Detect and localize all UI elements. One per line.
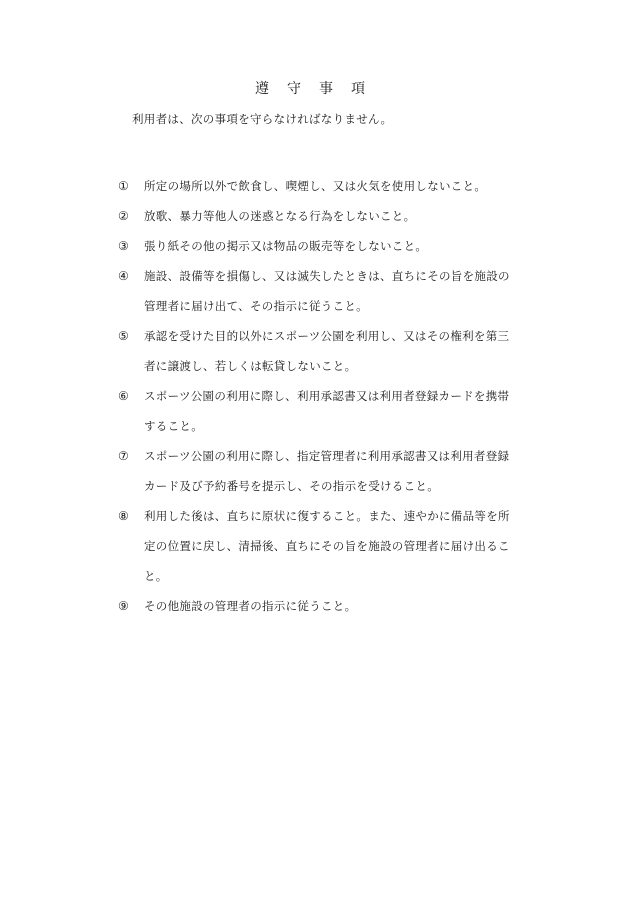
rule-item <box>118 441 528 501</box>
rule-number: ③ <box>118 239 130 253</box>
rule-item <box>118 591 528 621</box>
title-char: 守 <box>287 81 301 97</box>
rule-text: 者に譲渡し、若しくは転貸しないこと。 <box>144 359 357 373</box>
rule-number: ⑦ <box>118 449 130 463</box>
rule-text: 利用した後は、直ちに原状に復すること。また、速やかに備品等を所 <box>144 509 510 523</box>
rule-text: と。 <box>144 569 168 583</box>
rule-text: カード及び予約番号を提示し、その指示を受けること。 <box>144 479 439 493</box>
rule-item <box>118 321 528 381</box>
rule-item <box>118 501 528 591</box>
rule-item <box>118 381 528 441</box>
intro-text: 利用者は、次の事項を守らなければなりません。 <box>132 112 393 126</box>
rule-item <box>118 171 528 201</box>
rule-item <box>118 201 528 231</box>
rule-number: ⑤ <box>118 329 130 343</box>
rule-text: 所定の場所以外で飲食し、喫煙し、又は火気を使用しないこと。 <box>144 179 487 193</box>
rule-text: 施設、設備等を損傷し、又は滅失したときは、直ちにその旨を施設の <box>144 269 510 283</box>
rule-item <box>118 231 528 261</box>
title-char: 項 <box>351 81 365 97</box>
rule-text: スポーツ公園の利用に際し、指定管理者に利用承認書又は利用者登録 <box>144 449 510 463</box>
title-char: 遵 <box>255 81 269 97</box>
rule-number: ⑥ <box>118 389 130 403</box>
rules-list <box>118 171 528 621</box>
title-char: 事 <box>319 81 333 97</box>
rule-text: 承認を受けた目的以外にスポーツ公園を利用し、又はその権利を第三 <box>144 329 510 343</box>
rule-number: ⑨ <box>118 599 130 613</box>
rule-text: 定の位置に戻し、清掃後、直ちにその旨を施設の管理者に届け出るこ <box>144 539 510 553</box>
rule-text: 放歌、暴力等他人の迷惑となる行為をしないこと。 <box>144 209 416 223</box>
page-title <box>0 78 620 98</box>
rule-number: ② <box>118 209 130 223</box>
rule-number: ⑧ <box>118 509 130 523</box>
rule-text: その他施設の管理者の指示に従うこと。 <box>144 599 357 613</box>
rule-number: ① <box>118 179 130 193</box>
rule-item <box>118 261 528 321</box>
rule-text: スポーツ公園の利用に際し、利用承認書又は利用者登録カードを携帯 <box>144 389 510 403</box>
rule-number: ④ <box>118 269 130 283</box>
rule-text: すること。 <box>144 419 203 433</box>
rule-text: 管理者に届け出て、その指示に従うこと。 <box>144 299 368 313</box>
rule-text: 張り紙その他の掲示又は物品の販売等をしないこと。 <box>144 239 428 253</box>
